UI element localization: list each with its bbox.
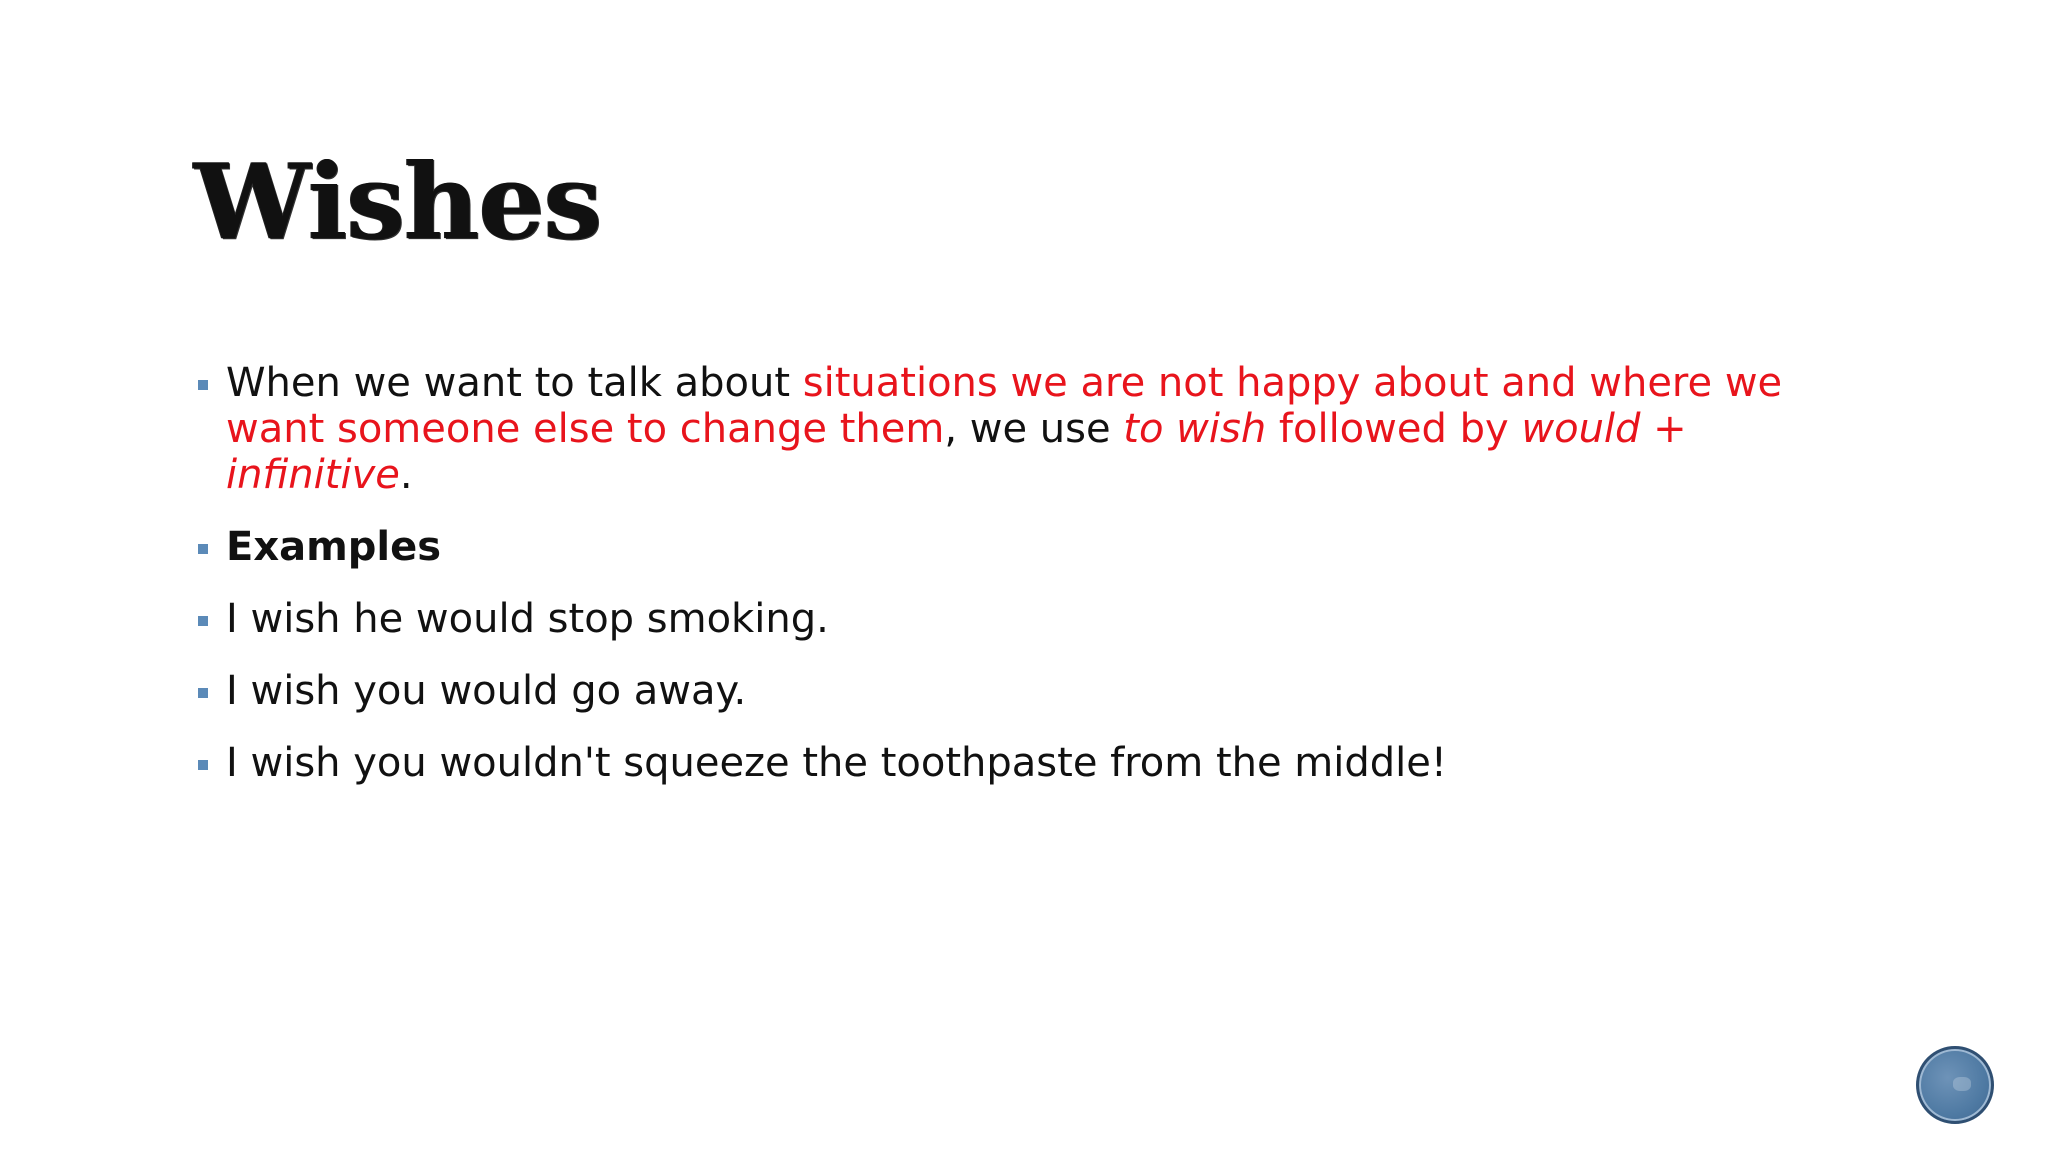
bullet-item-example [194, 740, 1854, 786]
highlighted-phrase: followed by [1266, 406, 1522, 452]
text-segment: . [399, 452, 413, 498]
bullet-item-example [194, 596, 1854, 642]
bullet-item-example [194, 668, 1854, 714]
bullet-list [194, 360, 1854, 812]
square-bullet-icon [198, 380, 208, 390]
bullet-text-definition [226, 360, 1782, 498]
bullet-item-examples-heading [194, 524, 1854, 570]
square-bullet-icon [198, 688, 208, 698]
square-bullet-icon [198, 616, 208, 626]
text-segment: When we want to talk about [226, 360, 803, 406]
highlighted-term: would + infinitive [226, 406, 1687, 498]
example-sentence: I wish you would go away. [226, 668, 747, 714]
text-segment: , we use [944, 406, 1124, 452]
badge-inner-mark [1953, 1077, 1971, 1091]
highlighted-term: to wish [1123, 406, 1267, 452]
highlighted-phrase: situations we are not happy about and where we want someone else to change them [226, 360, 1783, 452]
bullet-item-definition [194, 360, 1854, 498]
examples-heading: Examples [226, 524, 442, 570]
slide-title: Wishes [194, 140, 602, 263]
square-bullet-icon [198, 760, 208, 770]
square-bullet-icon [198, 544, 208, 554]
example-sentence: I wish he would stop smoking. [226, 596, 829, 642]
circular-logo-badge-icon [1916, 1046, 1994, 1124]
example-sentence: I wish you wouldn't squeeze the toothpaste from the middle! [226, 740, 1447, 786]
